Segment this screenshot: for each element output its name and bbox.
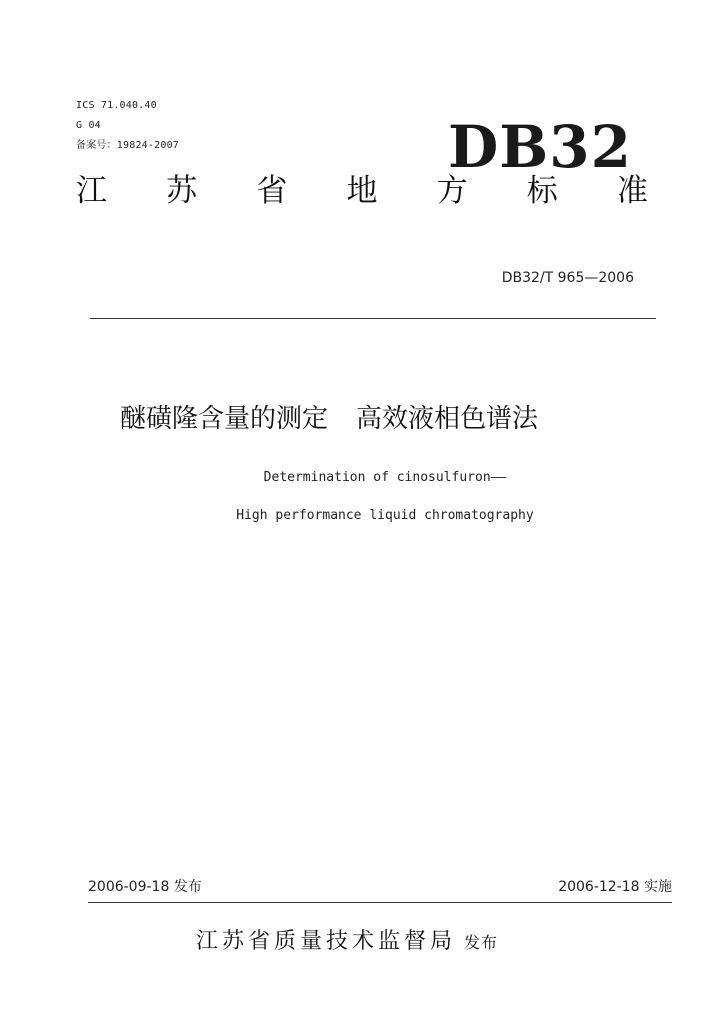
standard-number: DB32/T 965—2006 xyxy=(501,270,634,286)
metadata-block xyxy=(76,96,179,156)
footer-divider xyxy=(88,902,672,903)
title-cn-subject: 醚磺隆含量的测定 xyxy=(120,404,329,434)
standard-code-logo: DB32 xyxy=(447,113,632,181)
issuer-name: 江苏省质量技术监督局 xyxy=(196,929,457,954)
heading-char: 方 xyxy=(436,173,468,209)
heading-char: 标 xyxy=(526,173,558,209)
ics-code: ICS 71.040.40 xyxy=(76,100,157,111)
document-title-en-line2: High performance liquid chromatography xyxy=(236,508,534,523)
implementation-date: 2006-12-18 实施 xyxy=(558,879,672,895)
heading-char: 苏 xyxy=(166,173,198,209)
title-cn-method: 高效液相色谱法 xyxy=(356,404,539,434)
heading-char: 地 xyxy=(346,173,378,209)
document-title-en-line1: Determination of cinosulfuron—— xyxy=(263,470,507,485)
issuer-suffix: 发布 xyxy=(464,933,499,952)
filing-number: 备案号：19824-2007 xyxy=(76,140,180,151)
heading-char: 准 xyxy=(616,173,648,209)
ccs-code: G 04 xyxy=(76,120,101,131)
issuing-authority xyxy=(196,924,498,955)
document-title-cn xyxy=(120,398,538,435)
header-divider xyxy=(90,318,656,319)
heading-char: 省 xyxy=(256,173,288,209)
heading-char: 江 xyxy=(76,173,107,209)
issue-date: 2006-09-18 发布 xyxy=(88,879,202,895)
province-standard-heading xyxy=(76,173,648,209)
